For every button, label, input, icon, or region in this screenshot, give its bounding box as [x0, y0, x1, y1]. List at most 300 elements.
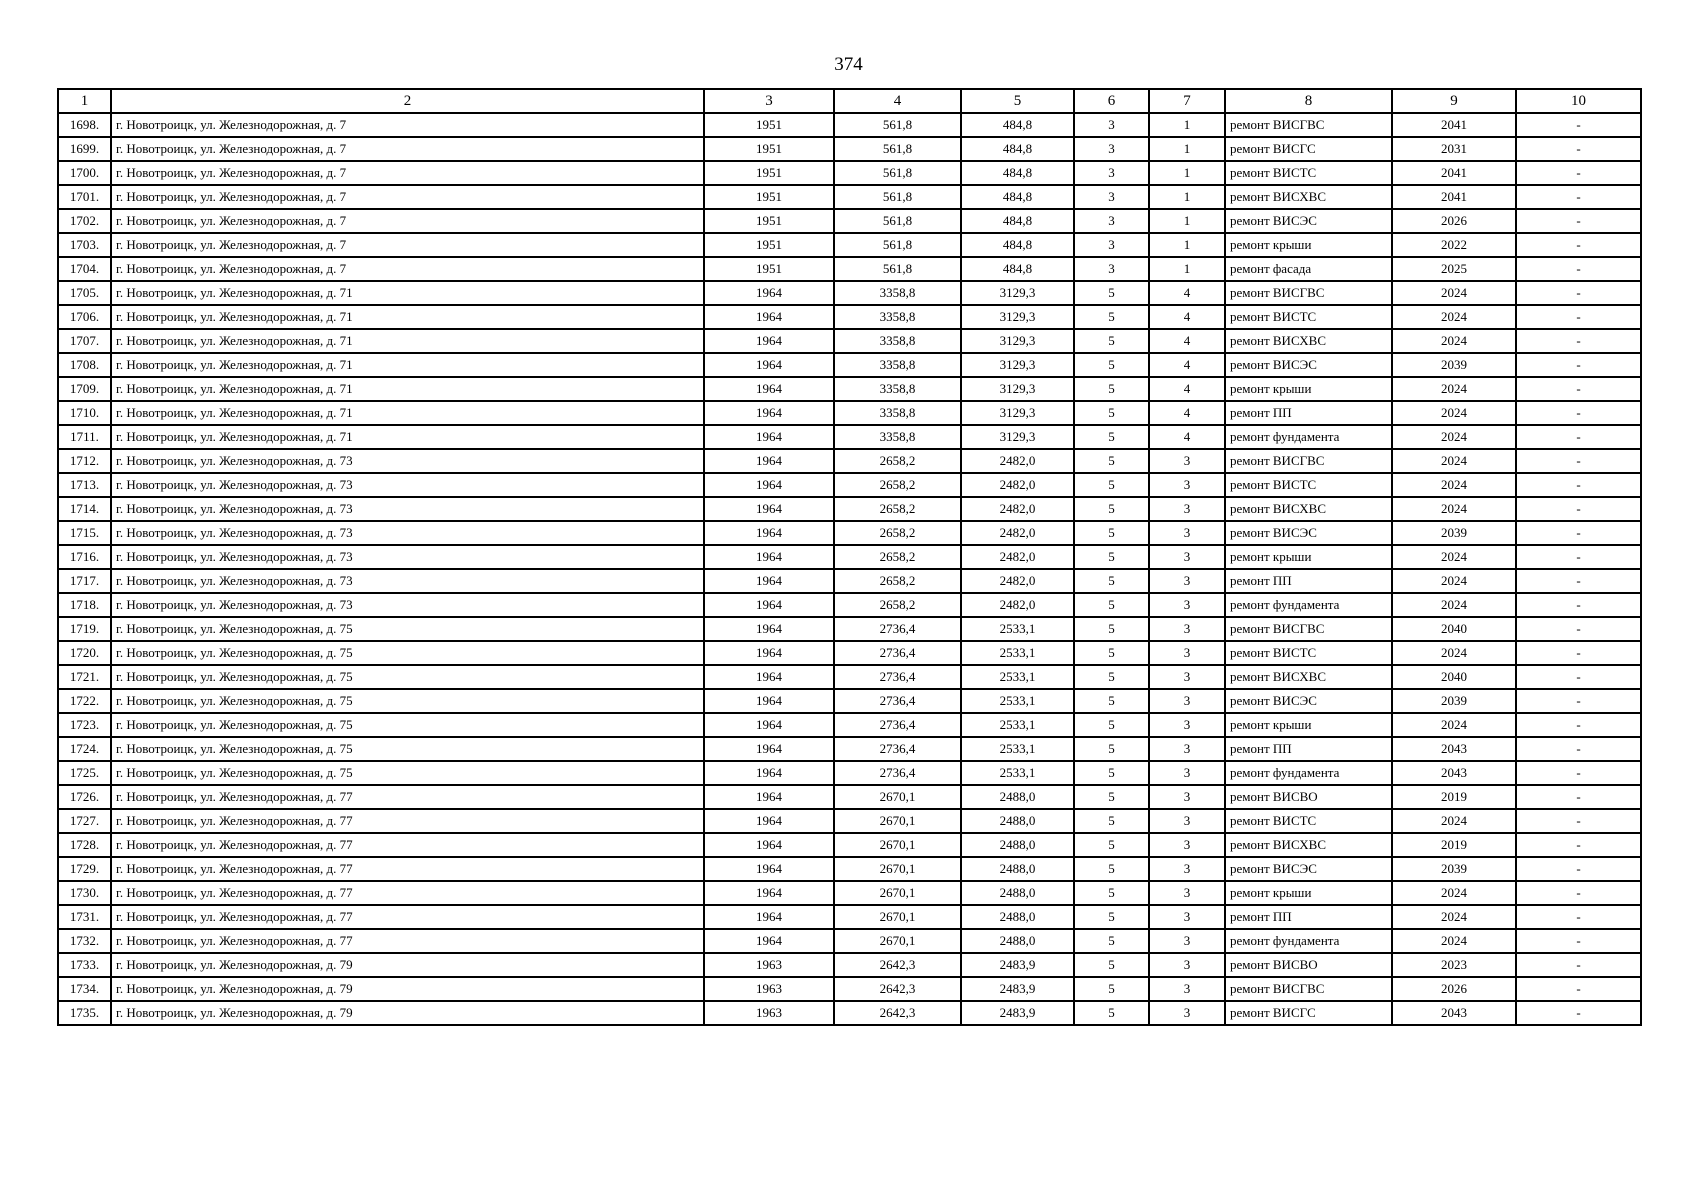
entrances-cell: 3: [1149, 617, 1225, 641]
year-cell: 1964: [704, 401, 834, 425]
row-number-cell: 1710.: [58, 401, 111, 425]
living-area-cell: 2483,9: [961, 953, 1074, 977]
entrances-cell: 4: [1149, 425, 1225, 449]
note-cell: -: [1516, 761, 1641, 785]
note-cell: -: [1516, 785, 1641, 809]
total-area-cell: 3358,8: [834, 401, 961, 425]
floors-cell: 3: [1074, 185, 1149, 209]
year-cell: 1964: [704, 665, 834, 689]
year-cell: 1951: [704, 209, 834, 233]
floors-cell: 5: [1074, 449, 1149, 473]
column-header: 6: [1074, 89, 1149, 113]
floors-cell: 5: [1074, 929, 1149, 953]
work-type-cell: ремонт ВИСХВС: [1225, 329, 1392, 353]
work-type-cell: ремонт ВИСХВС: [1225, 833, 1392, 857]
planned-year-cell: 2024: [1392, 713, 1516, 737]
page-number: 374: [834, 54, 863, 75]
floors-cell: 5: [1074, 593, 1149, 617]
total-area-cell: 2670,1: [834, 833, 961, 857]
year-cell: 1964: [704, 881, 834, 905]
living-area-cell: 2482,0: [961, 545, 1074, 569]
work-type-cell: ремонт ВИСВО: [1225, 785, 1392, 809]
year-cell: 1951: [704, 113, 834, 137]
work-type-cell: ремонт ВИСЭС: [1225, 353, 1392, 377]
living-area-cell: 2533,1: [961, 713, 1074, 737]
column-header: 9: [1392, 89, 1516, 113]
table-row: [58, 569, 1641, 593]
planned-year-cell: 2024: [1392, 329, 1516, 353]
work-type-cell: ремонт ВИСТС: [1225, 161, 1392, 185]
column-header: 3: [704, 89, 834, 113]
note-cell: -: [1516, 833, 1641, 857]
table-row: [58, 329, 1641, 353]
work-type-cell: ремонт ВИСТС: [1225, 809, 1392, 833]
address-cell: г. Новотроицк, ул. Железнодорожная, д. 73: [111, 545, 704, 569]
floors-cell: 5: [1074, 281, 1149, 305]
address-cell: г. Новотроицк, ул. Железнодорожная, д. 75: [111, 713, 704, 737]
entrances-cell: 3: [1149, 977, 1225, 1001]
planned-year-cell: 2024: [1392, 641, 1516, 665]
total-area-cell: 2658,2: [834, 545, 961, 569]
total-area-cell: 2670,1: [834, 857, 961, 881]
year-cell: 1964: [704, 281, 834, 305]
living-area-cell: 2533,1: [961, 665, 1074, 689]
note-cell: -: [1516, 953, 1641, 977]
work-type-cell: ремонт ВИСГВС: [1225, 281, 1392, 305]
entrances-cell: 3: [1149, 833, 1225, 857]
year-cell: 1964: [704, 689, 834, 713]
living-area-cell: 2533,1: [961, 737, 1074, 761]
floors-cell: 3: [1074, 233, 1149, 257]
table-row: [58, 521, 1641, 545]
work-type-cell: ремонт ВИСЭС: [1225, 689, 1392, 713]
year-cell: 1964: [704, 641, 834, 665]
entrances-cell: 1: [1149, 161, 1225, 185]
work-type-cell: ремонт крыши: [1225, 713, 1392, 737]
table-row: [58, 497, 1641, 521]
address-cell: г. Новотроицк, ул. Железнодорожная, д. 73: [111, 593, 704, 617]
total-area-cell: 3358,8: [834, 305, 961, 329]
floors-cell: 5: [1074, 545, 1149, 569]
year-cell: 1951: [704, 161, 834, 185]
note-cell: -: [1516, 161, 1641, 185]
planned-year-cell: 2024: [1392, 401, 1516, 425]
entrances-cell: 3: [1149, 881, 1225, 905]
total-area-cell: 3358,8: [834, 377, 961, 401]
row-number-cell: 1717.: [58, 569, 111, 593]
row-number-cell: 1722.: [58, 689, 111, 713]
total-area-cell: 2736,4: [834, 689, 961, 713]
column-header: 2: [111, 89, 704, 113]
living-area-cell: 2482,0: [961, 473, 1074, 497]
total-area-cell: 2658,2: [834, 473, 961, 497]
note-cell: -: [1516, 305, 1641, 329]
total-area-cell: 2670,1: [834, 929, 961, 953]
living-area-cell: 2488,0: [961, 929, 1074, 953]
work-type-cell: ремонт ПП: [1225, 569, 1392, 593]
living-area-cell: 484,8: [961, 209, 1074, 233]
year-cell: 1951: [704, 185, 834, 209]
work-type-cell: ремонт фасада: [1225, 257, 1392, 281]
work-type-cell: ремонт ВИСХВС: [1225, 185, 1392, 209]
year-cell: 1964: [704, 497, 834, 521]
entrances-cell: 3: [1149, 713, 1225, 737]
address-cell: г. Новотроицк, ул. Железнодорожная, д. 73: [111, 521, 704, 545]
row-number-cell: 1723.: [58, 713, 111, 737]
table-row: [58, 401, 1641, 425]
planned-year-cell: 2024: [1392, 881, 1516, 905]
column-header: 8: [1225, 89, 1392, 113]
address-cell: г. Новотроицк, ул. Железнодорожная, д. 79: [111, 953, 704, 977]
note-cell: -: [1516, 809, 1641, 833]
row-number-cell: 1704.: [58, 257, 111, 281]
column-header: 10: [1516, 89, 1641, 113]
year-cell: 1964: [704, 425, 834, 449]
entrances-cell: 3: [1149, 449, 1225, 473]
planned-year-cell: 2024: [1392, 305, 1516, 329]
address-cell: г. Новотроицк, ул. Железнодорожная, д. 77: [111, 833, 704, 857]
floors-cell: 3: [1074, 113, 1149, 137]
address-cell: г. Новотроицк, ул. Железнодорожная, д. 79: [111, 977, 704, 1001]
floors-cell: 5: [1074, 713, 1149, 737]
entrances-cell: 3: [1149, 545, 1225, 569]
living-area-cell: 2533,1: [961, 761, 1074, 785]
living-area-cell: 2488,0: [961, 905, 1074, 929]
row-number-cell: 1702.: [58, 209, 111, 233]
address-cell: г. Новотроицк, ул. Железнодорожная, д. 75: [111, 737, 704, 761]
entrances-cell: 3: [1149, 785, 1225, 809]
work-type-cell: ремонт ВИСТС: [1225, 641, 1392, 665]
entrances-cell: 4: [1149, 281, 1225, 305]
total-area-cell: 561,8: [834, 209, 961, 233]
year-cell: 1964: [704, 305, 834, 329]
planned-year-cell: 2024: [1392, 905, 1516, 929]
floors-cell: 5: [1074, 497, 1149, 521]
work-type-cell: ремонт ВИСГВС: [1225, 449, 1392, 473]
work-type-cell: ремонт ВИСВО: [1225, 953, 1392, 977]
floors-cell: 3: [1074, 137, 1149, 161]
note-cell: -: [1516, 113, 1641, 137]
row-number-cell: 1721.: [58, 665, 111, 689]
floors-cell: 5: [1074, 569, 1149, 593]
floors-cell: 5: [1074, 785, 1149, 809]
entrances-cell: 1: [1149, 137, 1225, 161]
entrances-cell: 4: [1149, 377, 1225, 401]
table-row: [58, 113, 1641, 137]
table-row: [58, 809, 1641, 833]
work-type-cell: ремонт ВИСХВС: [1225, 665, 1392, 689]
entrances-cell: 4: [1149, 305, 1225, 329]
row-number-cell: 1701.: [58, 185, 111, 209]
year-cell: 1964: [704, 905, 834, 929]
floors-cell: 5: [1074, 329, 1149, 353]
row-number-cell: 1727.: [58, 809, 111, 833]
entrances-cell: 3: [1149, 497, 1225, 521]
table-row: [58, 929, 1641, 953]
floors-cell: 5: [1074, 1001, 1149, 1025]
total-area-cell: 2642,3: [834, 977, 961, 1001]
row-number-cell: 1708.: [58, 353, 111, 377]
work-type-cell: ремонт ВИСГВС: [1225, 113, 1392, 137]
note-cell: -: [1516, 209, 1641, 233]
table-row: [58, 785, 1641, 809]
living-area-cell: 3129,3: [961, 305, 1074, 329]
floors-cell: 5: [1074, 665, 1149, 689]
row-number-cell: 1699.: [58, 137, 111, 161]
year-cell: 1964: [704, 857, 834, 881]
table-row: [58, 713, 1641, 737]
repair-schedule-table: [57, 88, 1642, 1026]
entrances-cell: 3: [1149, 929, 1225, 953]
total-area-cell: 2670,1: [834, 881, 961, 905]
total-area-cell: 2658,2: [834, 497, 961, 521]
table-row: [58, 377, 1641, 401]
note-cell: -: [1516, 689, 1641, 713]
year-cell: 1964: [704, 569, 834, 593]
note-cell: -: [1516, 617, 1641, 641]
table-row: [58, 305, 1641, 329]
planned-year-cell: 2043: [1392, 737, 1516, 761]
living-area-cell: 2482,0: [961, 593, 1074, 617]
living-area-cell: 2482,0: [961, 497, 1074, 521]
total-area-cell: 2658,2: [834, 521, 961, 545]
floors-cell: 5: [1074, 473, 1149, 497]
row-number-cell: 1713.: [58, 473, 111, 497]
address-cell: г. Новотроицк, ул. Железнодорожная, д. 7: [111, 161, 704, 185]
work-type-cell: ремонт ВИСЭС: [1225, 209, 1392, 233]
work-type-cell: ремонт ВИСЭС: [1225, 857, 1392, 881]
planned-year-cell: 2024: [1392, 473, 1516, 497]
address-cell: г. Новотроицк, ул. Железнодорожная, д. 75: [111, 641, 704, 665]
table-row: [58, 641, 1641, 665]
table-row: [58, 737, 1641, 761]
table-row: [58, 353, 1641, 377]
living-area-cell: 2483,9: [961, 977, 1074, 1001]
address-cell: г. Новотроицк, ул. Железнодорожная, д. 77: [111, 929, 704, 953]
entrances-cell: 3: [1149, 761, 1225, 785]
entrances-cell: 1: [1149, 113, 1225, 137]
entrances-cell: 3: [1149, 905, 1225, 929]
year-cell: 1964: [704, 833, 834, 857]
total-area-cell: 2670,1: [834, 905, 961, 929]
planned-year-cell: 2039: [1392, 521, 1516, 545]
row-number-cell: 1735.: [58, 1001, 111, 1025]
floors-cell: 5: [1074, 521, 1149, 545]
planned-year-cell: 2043: [1392, 761, 1516, 785]
row-number-cell: 1732.: [58, 929, 111, 953]
year-cell: 1964: [704, 737, 834, 761]
planned-year-cell: 2026: [1392, 977, 1516, 1001]
living-area-cell: 2533,1: [961, 689, 1074, 713]
total-area-cell: 561,8: [834, 113, 961, 137]
note-cell: -: [1516, 545, 1641, 569]
address-cell: г. Новотроицк, ул. Железнодорожная, д. 7: [111, 233, 704, 257]
address-cell: г. Новотроицк, ул. Железнодорожная, д. 77: [111, 905, 704, 929]
row-number-cell: 1725.: [58, 761, 111, 785]
year-cell: 1964: [704, 329, 834, 353]
planned-year-cell: 2026: [1392, 209, 1516, 233]
note-cell: -: [1516, 473, 1641, 497]
year-cell: 1964: [704, 449, 834, 473]
living-area-cell: 3129,3: [961, 353, 1074, 377]
planned-year-cell: 2024: [1392, 425, 1516, 449]
living-area-cell: 2482,0: [961, 449, 1074, 473]
column-header: 7: [1149, 89, 1225, 113]
table-row: [58, 449, 1641, 473]
note-cell: -: [1516, 449, 1641, 473]
row-number-cell: 1715.: [58, 521, 111, 545]
table-row: [58, 905, 1641, 929]
address-cell: г. Новотроицк, ул. Железнодорожная, д. 77: [111, 857, 704, 881]
entrances-cell: 3: [1149, 473, 1225, 497]
total-area-cell: 2736,4: [834, 641, 961, 665]
table-row: [58, 281, 1641, 305]
living-area-cell: 484,8: [961, 137, 1074, 161]
address-cell: г. Новотроицк, ул. Железнодорожная, д. 7: [111, 137, 704, 161]
living-area-cell: 2482,0: [961, 521, 1074, 545]
row-number-cell: 1711.: [58, 425, 111, 449]
address-cell: г. Новотроицк, ул. Железнодорожная, д. 71: [111, 353, 704, 377]
floors-cell: 5: [1074, 977, 1149, 1001]
note-cell: -: [1516, 641, 1641, 665]
planned-year-cell: 2039: [1392, 689, 1516, 713]
address-cell: г. Новотроицк, ул. Железнодорожная, д. 71: [111, 305, 704, 329]
row-number-cell: 1729.: [58, 857, 111, 881]
year-cell: 1964: [704, 761, 834, 785]
column-header: 4: [834, 89, 961, 113]
living-area-cell: 3129,3: [961, 377, 1074, 401]
planned-year-cell: 2024: [1392, 545, 1516, 569]
note-cell: -: [1516, 497, 1641, 521]
row-number-cell: 1709.: [58, 377, 111, 401]
living-area-cell: 3129,3: [961, 425, 1074, 449]
note-cell: -: [1516, 233, 1641, 257]
row-number-cell: 1705.: [58, 281, 111, 305]
entrances-cell: 3: [1149, 953, 1225, 977]
entrances-cell: 3: [1149, 857, 1225, 881]
address-cell: г. Новотроицк, ул. Железнодорожная, д. 75: [111, 761, 704, 785]
note-cell: -: [1516, 713, 1641, 737]
floors-cell: 3: [1074, 257, 1149, 281]
floors-cell: 5: [1074, 761, 1149, 785]
total-area-cell: 561,8: [834, 185, 961, 209]
row-number-cell: 1714.: [58, 497, 111, 521]
work-type-cell: ремонт фундамента: [1225, 425, 1392, 449]
total-area-cell: 3358,8: [834, 425, 961, 449]
work-type-cell: ремонт ВИСТС: [1225, 305, 1392, 329]
row-number-cell: 1733.: [58, 953, 111, 977]
living-area-cell: 484,8: [961, 257, 1074, 281]
planned-year-cell: 2025: [1392, 257, 1516, 281]
total-area-cell: 2736,4: [834, 761, 961, 785]
work-type-cell: ремонт ПП: [1225, 905, 1392, 929]
note-cell: -: [1516, 185, 1641, 209]
table-row: [58, 977, 1641, 1001]
total-area-cell: 561,8: [834, 233, 961, 257]
address-cell: г. Новотроицк, ул. Железнодорожная, д. 77: [111, 785, 704, 809]
note-cell: -: [1516, 593, 1641, 617]
table-row: [58, 761, 1641, 785]
table-row: [58, 881, 1641, 905]
total-area-cell: 2658,2: [834, 449, 961, 473]
year-cell: 1964: [704, 617, 834, 641]
note-cell: -: [1516, 137, 1641, 161]
living-area-cell: 2488,0: [961, 785, 1074, 809]
table-row: [58, 953, 1641, 977]
floors-cell: 5: [1074, 857, 1149, 881]
planned-year-cell: 2024: [1392, 809, 1516, 833]
row-number-cell: 1706.: [58, 305, 111, 329]
row-number-cell: 1724.: [58, 737, 111, 761]
living-area-cell: 2488,0: [961, 833, 1074, 857]
row-number-cell: 1720.: [58, 641, 111, 665]
total-area-cell: 2658,2: [834, 593, 961, 617]
living-area-cell: 2533,1: [961, 641, 1074, 665]
floors-cell: 5: [1074, 617, 1149, 641]
total-area-cell: 2642,3: [834, 953, 961, 977]
planned-year-cell: 2039: [1392, 353, 1516, 377]
total-area-cell: 561,8: [834, 161, 961, 185]
entrances-cell: 3: [1149, 521, 1225, 545]
address-cell: г. Новотроицк, ул. Железнодорожная, д. 71: [111, 425, 704, 449]
year-cell: 1951: [704, 257, 834, 281]
living-area-cell: 3129,3: [961, 281, 1074, 305]
total-area-cell: 2736,4: [834, 737, 961, 761]
floors-cell: 5: [1074, 905, 1149, 929]
work-type-cell: ремонт крыши: [1225, 377, 1392, 401]
living-area-cell: 484,8: [961, 113, 1074, 137]
year-cell: 1964: [704, 545, 834, 569]
planned-year-cell: 2041: [1392, 185, 1516, 209]
floors-cell: 5: [1074, 401, 1149, 425]
floors-cell: 5: [1074, 809, 1149, 833]
row-number-cell: 1703.: [58, 233, 111, 257]
table-row: [58, 665, 1641, 689]
table-row: [58, 593, 1641, 617]
note-cell: -: [1516, 665, 1641, 689]
note-cell: -: [1516, 737, 1641, 761]
year-cell: 1964: [704, 521, 834, 545]
year-cell: 1963: [704, 1001, 834, 1025]
work-type-cell: ремонт крыши: [1225, 881, 1392, 905]
row-number-cell: 1718.: [58, 593, 111, 617]
entrances-cell: 3: [1149, 569, 1225, 593]
table-row: [58, 473, 1641, 497]
note-cell: -: [1516, 521, 1641, 545]
note-cell: -: [1516, 281, 1641, 305]
floors-cell: 5: [1074, 737, 1149, 761]
total-area-cell: 2670,1: [834, 809, 961, 833]
row-number-cell: 1716.: [58, 545, 111, 569]
address-cell: г. Новотроицк, ул. Железнодорожная, д. 77: [111, 881, 704, 905]
row-number-cell: 1734.: [58, 977, 111, 1001]
floors-cell: 5: [1074, 305, 1149, 329]
address-cell: г. Новотроицк, ул. Железнодорожная, д. 71: [111, 377, 704, 401]
table-row: [58, 161, 1641, 185]
living-area-cell: 2483,9: [961, 1001, 1074, 1025]
entrances-cell: 3: [1149, 1001, 1225, 1025]
year-cell: 1964: [704, 593, 834, 617]
year-cell: 1964: [704, 809, 834, 833]
living-area-cell: 484,8: [961, 185, 1074, 209]
floors-cell: 5: [1074, 953, 1149, 977]
table-body: [58, 113, 1641, 1025]
floors-cell: 5: [1074, 833, 1149, 857]
row-number-cell: 1698.: [58, 113, 111, 137]
table-row: [58, 689, 1641, 713]
table-row: [58, 833, 1641, 857]
planned-year-cell: 2040: [1392, 665, 1516, 689]
